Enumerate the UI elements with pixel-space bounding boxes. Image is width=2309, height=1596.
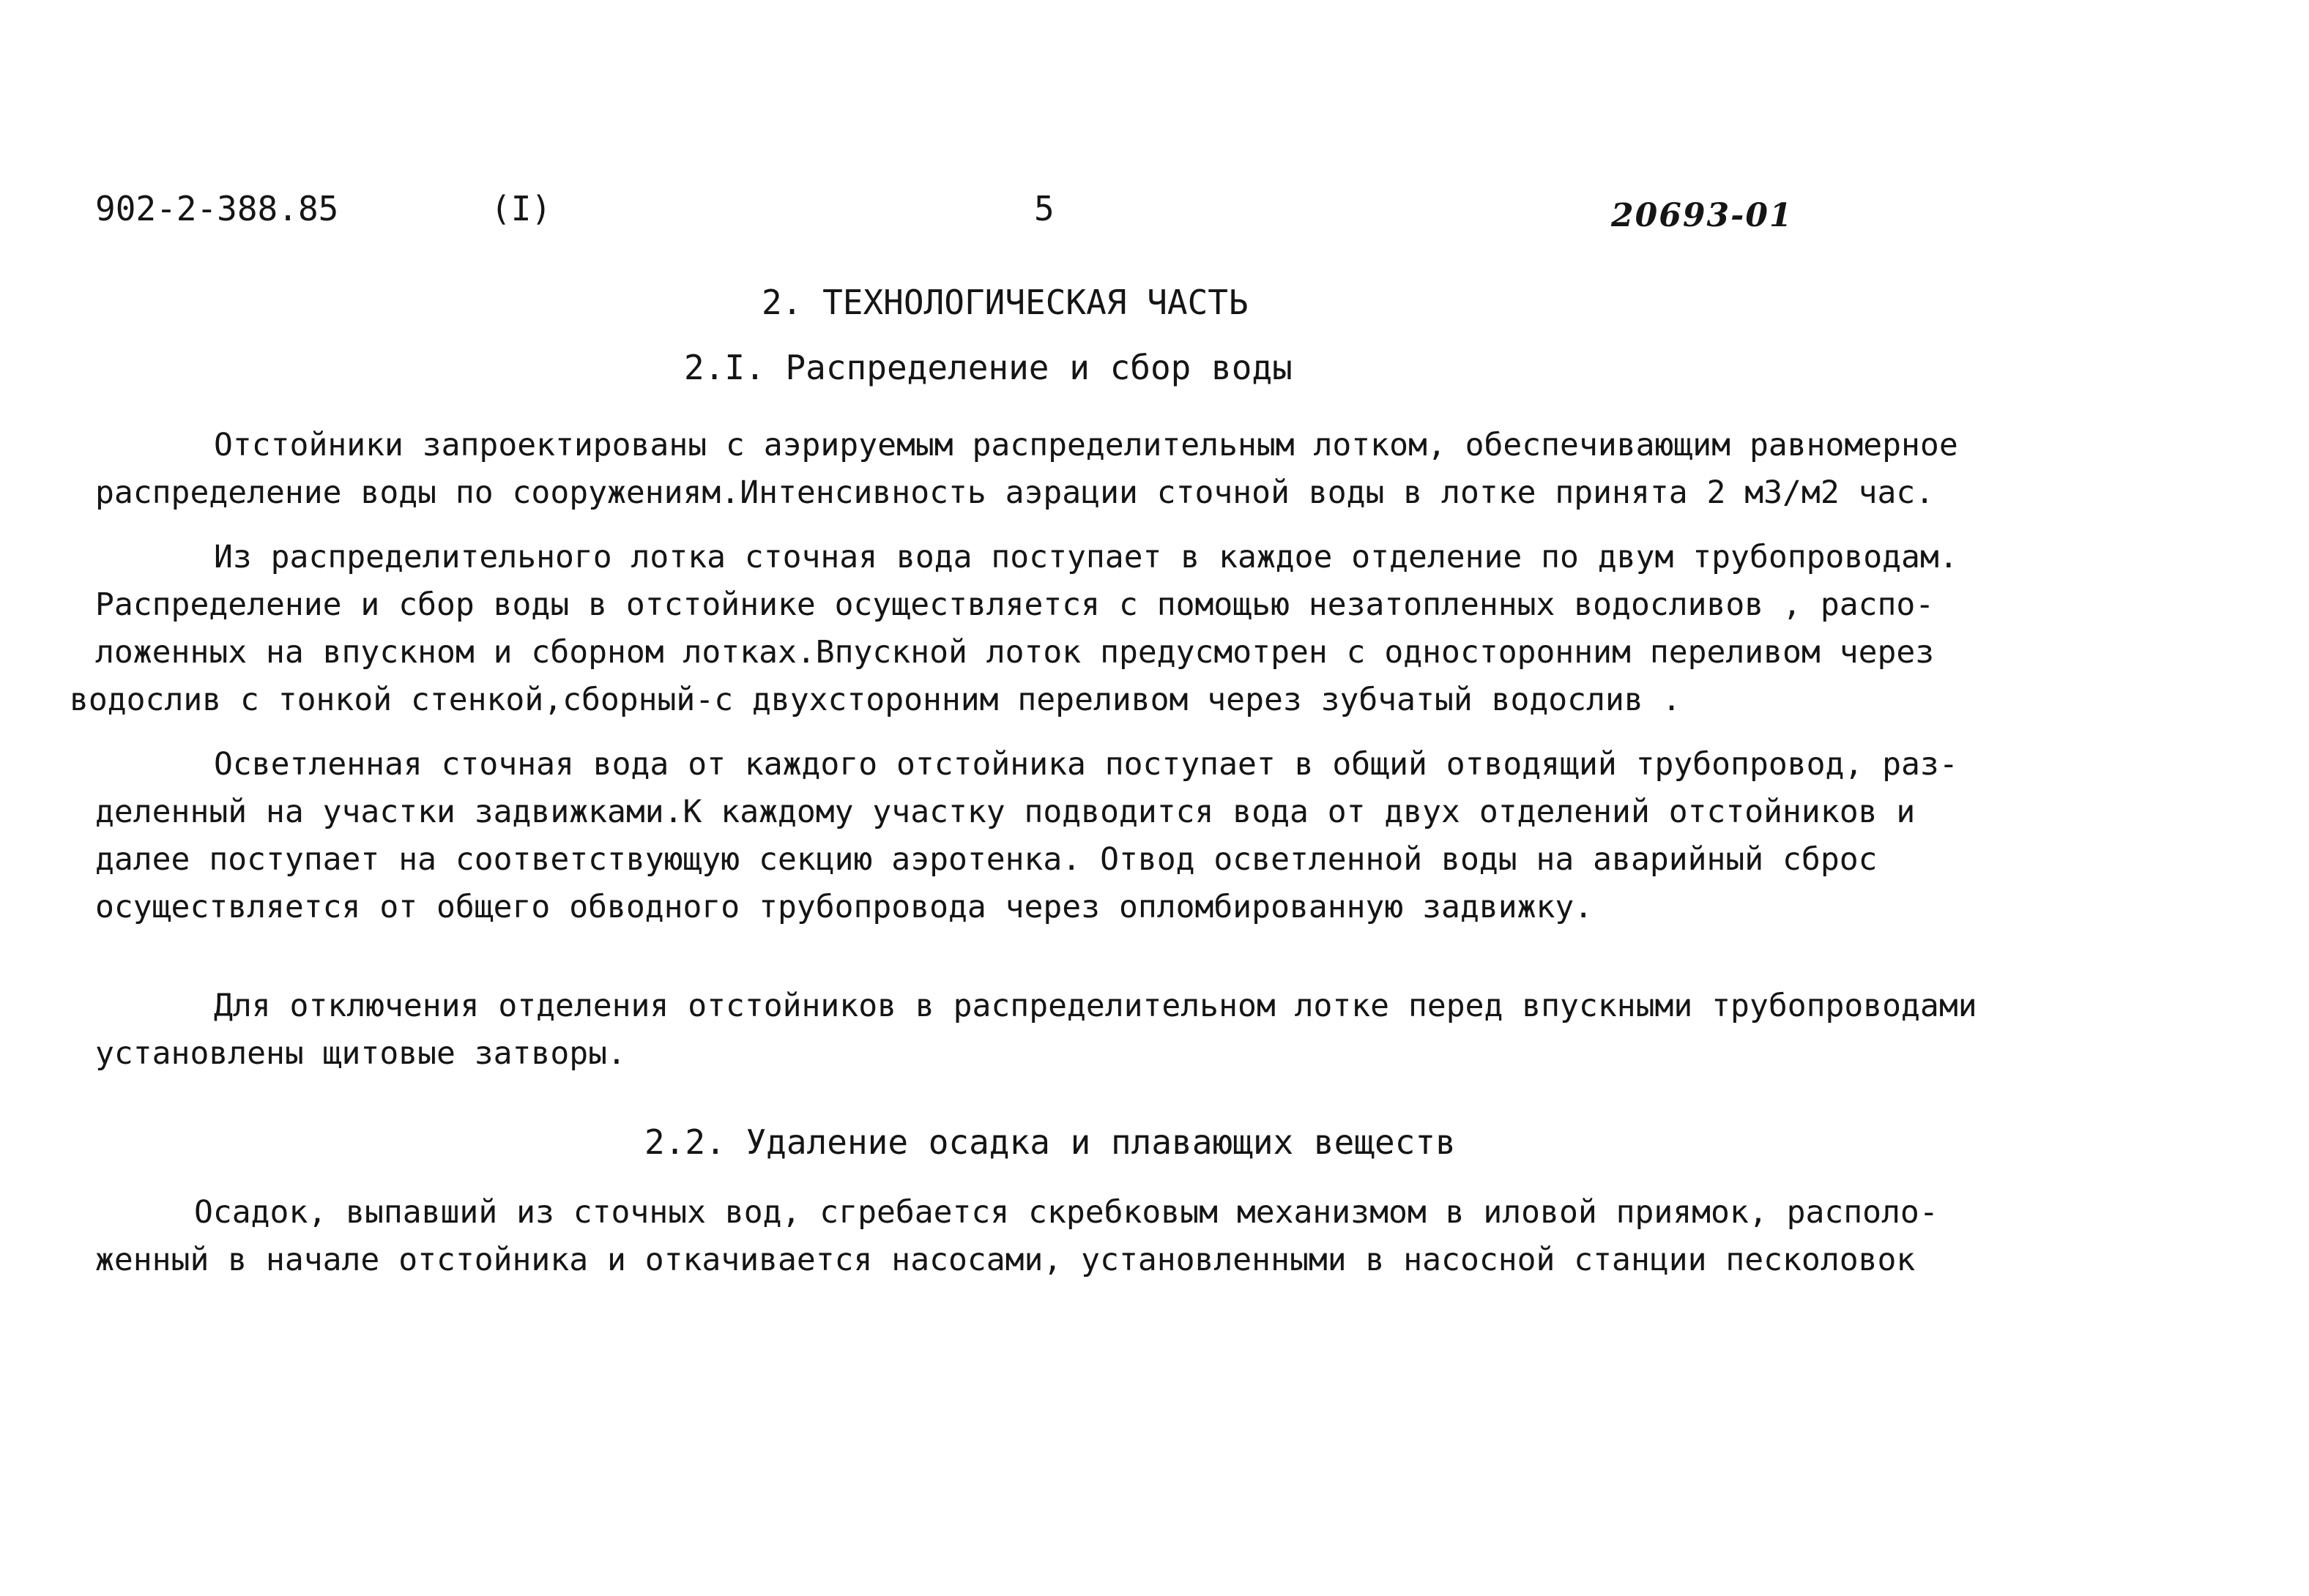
inventory-number: 20693-01 bbox=[1611, 197, 1793, 234]
paragraph-line: Осветленная сточная вода от каждого отстойника поступает в общий отводящий трубопровод, раз- bbox=[214, 746, 1958, 783]
paragraph-line: осуществляется от общего обводного трубопровода через опломбированную задвижку. bbox=[95, 889, 1594, 925]
sheet-marker: (I) bbox=[491, 189, 552, 228]
document-code: 902-2-388.85 bbox=[95, 189, 339, 228]
paragraph-line: Для отключения отделения отстойников в распределительном лотке перед впускными трубопроводами bbox=[214, 988, 1977, 1024]
chapter-title: 2. ТЕХНОЛОГИЧЕСКАЯ ЧАСТЬ bbox=[762, 283, 1249, 322]
paragraph-line: Распределение и сбор воды в отстойнике осуществляется с помощью незатопленных водосливов , распо- bbox=[95, 586, 1935, 623]
paragraph-line: установлены щитовые затворы. bbox=[95, 1035, 626, 1072]
page-number: 5 bbox=[1034, 189, 1055, 228]
paragraph-line: женный в начале отстойника и откачивается насосами, установленными в насосной станции песколовок bbox=[95, 1242, 1916, 1278]
paragraph-line: Из распределительного лотка сточная вода поступает в каждое отделение по двум трубопроводам. bbox=[214, 539, 1958, 575]
paragraph-line: далее поступает на соответствующую секцию аэротенка. Отвод осветленной воды на аварийный сброс bbox=[95, 841, 1878, 878]
paragraph-line: Отстойники запроектированы с аэрируемым распределительным лотком, обеспечивающим равномерное bbox=[214, 427, 1958, 463]
paragraph-line: распределение воды по сооружениям.Интенсивность аэрации сточной воды в лотке принята 2 м3/м2 час. bbox=[95, 474, 1935, 511]
paragraph-line: водослив с тонкой стенкой,сборный-с двухсторонним переливом через зубчатый водослив . bbox=[70, 682, 1681, 718]
paragraph-line: Осадок, выпавший из сточных вод, сгребается скребковым механизмом в иловой приямок, располо- bbox=[194, 1194, 1938, 1231]
paragraph-line: деленный на участки задвижками.К каждому участку подводится вода от двух отделений отстойников и bbox=[95, 794, 1916, 830]
section-title: 2.2. Удаление осадка и плавающих веществ bbox=[644, 1122, 1456, 1162]
paragraph-line: ложенных на впускном и сборном лотках.Впускной лоток предусмотрен с односторонним переливом через bbox=[95, 634, 1935, 671]
section-title: 2.I. Распределение и сбор воды bbox=[684, 348, 1293, 387]
